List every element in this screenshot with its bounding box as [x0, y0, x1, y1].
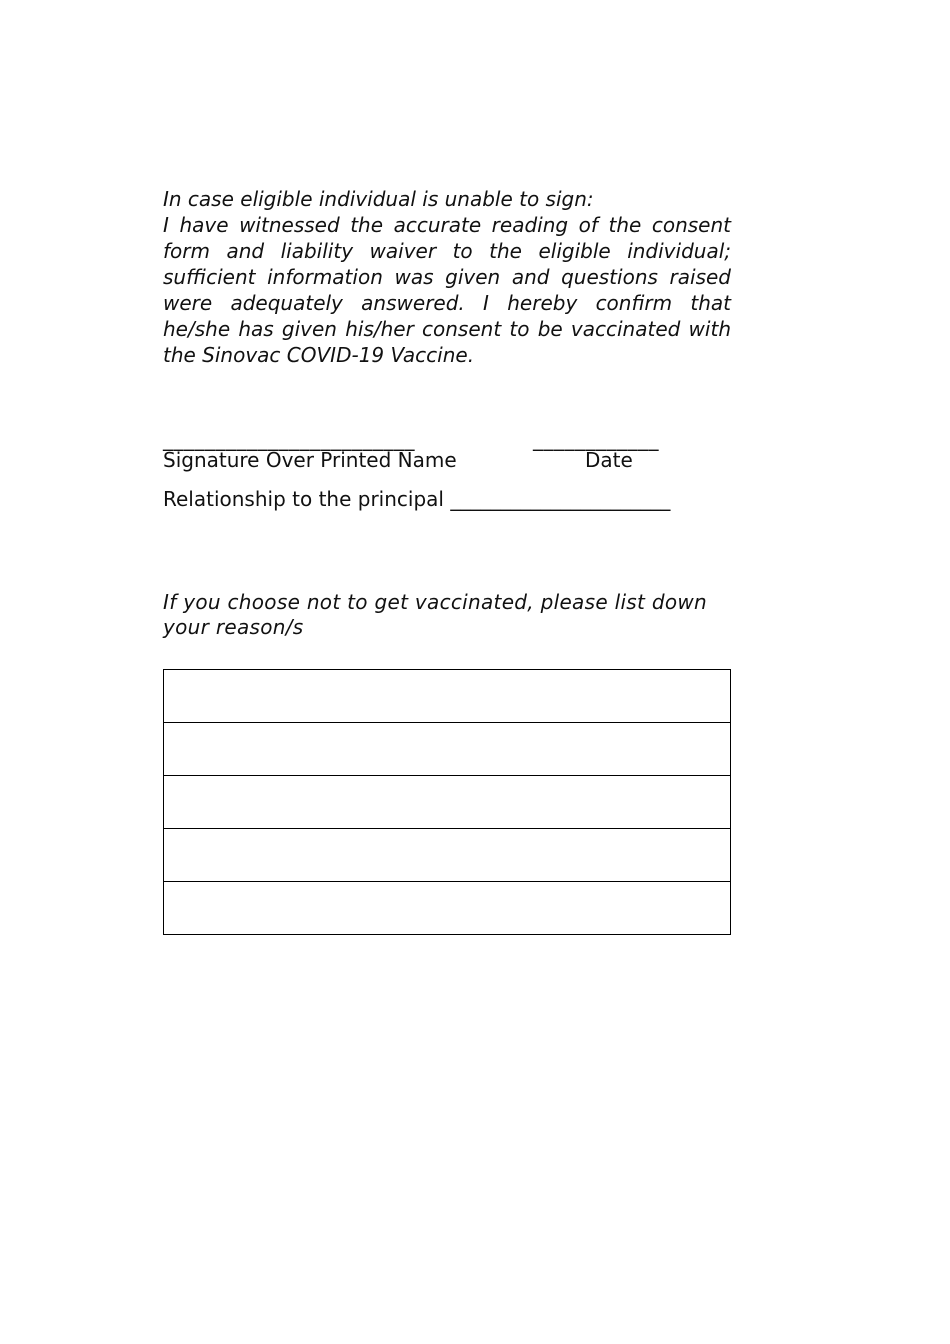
- table-row: [164, 723, 731, 776]
- reasons-heading: If you choose not to get vaccinated, please list down your reason/s: [163, 590, 707, 639]
- relationship-field[interactable]: Relationship to the principal ______________________: [163, 487, 671, 511]
- signature-label: Signature Over Printed Name: [163, 448, 457, 472]
- reason-cell-4[interactable]: [164, 829, 731, 882]
- reason-cell-1[interactable]: [164, 670, 731, 723]
- reasons-table: [163, 669, 731, 935]
- witness-statement: I have witnessed the accurate reading of the consent form and liability waiver to the eligible individual; sufficient information was given and questions raised were adequately answered. I hereby confirm that he/she has given his/her consent to be vaccinated with the Sinovac COVID-19 Vaccine.: [163, 213, 731, 367]
- reason-cell-5[interactable]: [164, 882, 731, 935]
- table-row: [164, 882, 731, 935]
- table-row: [164, 829, 731, 882]
- date-line[interactable]: ____________: [533, 427, 659, 451]
- date-label: Date: [585, 448, 633, 472]
- reason-cell-3[interactable]: [164, 776, 731, 829]
- signature-line[interactable]: ________________________: [163, 427, 415, 451]
- reason-cell-2[interactable]: [164, 723, 731, 776]
- table-row: [164, 670, 731, 723]
- table-row: [164, 776, 731, 829]
- witness-heading: In case eligible individual is unable to sign:: [163, 187, 594, 211]
